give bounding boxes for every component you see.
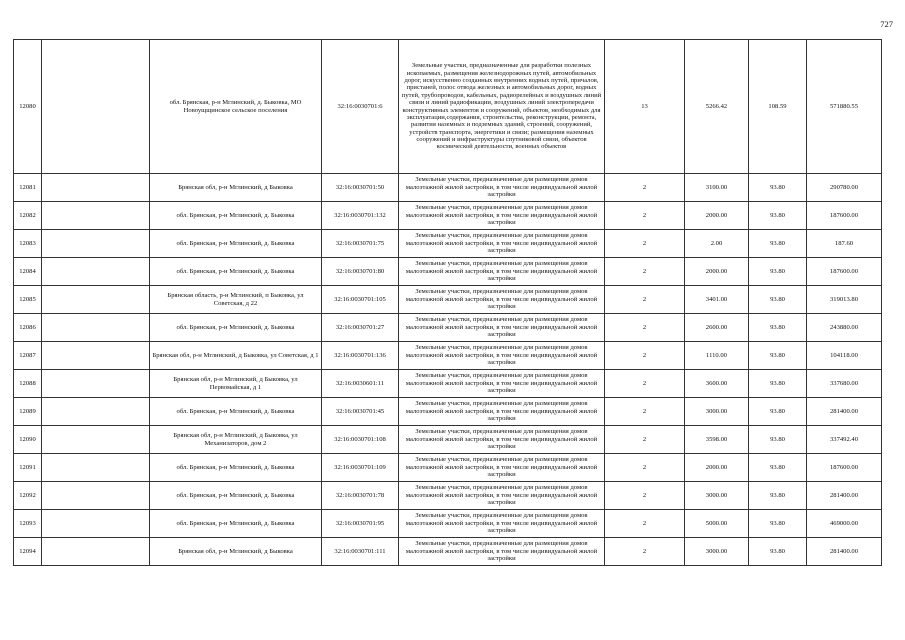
cadastral-cost-cell: 243880.00	[807, 314, 882, 342]
row-number-cell: 12083	[14, 230, 42, 258]
table-row	[14, 258, 882, 286]
land-purpose-cell: Земельные участки, предназначенные для размещения домов малоэтажной жилой застройки, в том числе индивидуальной жилой застройки	[399, 258, 605, 286]
address-cell: Брянская обл, р-н Мглинский, д Быковка, ул Советская, д 1	[150, 342, 322, 370]
address-cell: обл. Брянская, р-н Мглинский, д. Быковка	[150, 230, 322, 258]
empty-cell	[42, 230, 150, 258]
cadastral-cost-cell: 571880.55	[807, 40, 882, 174]
row-number-cell: 12084	[14, 258, 42, 286]
table-row	[14, 40, 882, 174]
address-cell: обл. Брянская, р-н Мглинский, д. Быковка	[150, 482, 322, 510]
address-cell: Брянская область, р-н Мглинский, п Быковка, ул Советская, д 22	[150, 286, 322, 314]
rate-cell: 93.80	[749, 426, 807, 454]
cadastral-cost-cell: 281400.00	[807, 482, 882, 510]
land-purpose-cell: Земельные участки, предназначенные для размещения домов малоэтажной жилой застройки, в том числе индивидуальной жилой застройки	[399, 538, 605, 566]
empty-cell	[42, 174, 150, 202]
area-cell: 2000.00	[685, 454, 749, 482]
rate-cell: 93.80	[749, 370, 807, 398]
land-registry-table	[13, 39, 882, 566]
empty-cell	[42, 202, 150, 230]
cadastral-number-cell: 32:16:0030701:50	[322, 174, 399, 202]
cadastral-cost-cell: 281400.00	[807, 398, 882, 426]
table-row	[14, 426, 882, 454]
row-number-cell: 12086	[14, 314, 42, 342]
table-body	[14, 40, 882, 566]
land-purpose-cell: Земельные участки, предназначенные для размещения домов малоэтажной жилой застройки, в том числе индивидуальной жилой застройки	[399, 286, 605, 314]
table-row	[14, 342, 882, 370]
cadastral-number-cell: 32:16:0030601:11	[322, 370, 399, 398]
cadastral-number-cell: 32:16:0030701:109	[322, 454, 399, 482]
empty-cell	[42, 482, 150, 510]
land-purpose-cell: Земельные участки, предназначенные для размещения домов малоэтажной жилой застройки, в том числе индивидуальной жилой застройки	[399, 342, 605, 370]
group-cell: 2	[605, 314, 685, 342]
empty-cell	[42, 370, 150, 398]
rate-cell: 108.59	[749, 40, 807, 174]
address-cell: обл. Брянская, р-н Мглинский, д. Быковка	[150, 510, 322, 538]
land-purpose-cell: Земельные участки, предназначенные для размещения домов малоэтажной жилой застройки, в том числе индивидуальной жилой застройки	[399, 398, 605, 426]
address-cell: обл. Брянская, р-н Мглинский, д. Быковка	[150, 398, 322, 426]
area-cell: 5266.42	[685, 40, 749, 174]
area-cell: 3000.00	[685, 398, 749, 426]
page-number: 727	[880, 19, 893, 29]
table-row	[14, 538, 882, 566]
cadastral-cost-cell: 187600.00	[807, 454, 882, 482]
land-purpose-cell: Земельные участки, предназначенные для разработки полезных ископаемых, размещения железнодорожных путей, автомобильных дорог, искусственно созданных внутренних водных путей, причалов, пристаней, полос отвода железных и автомобильных дорог, водных путей, трубопроводов, кабельных, радиорелейных и воздушных линий связи и линий радиофикации, воздушных линий электропередачи конструктивных элементов и сооружений, объектов, необходимых для эксплуатации,содержания, строительства, реконструкции, ремонта, развития наземных и подземных зданий, строений, сооружений, устройств транспорта, энергетики и связи; размещения наземных сооружений и инфраструктуры спутниковой связи, объектов космической деятельности, военных объектов	[399, 40, 605, 174]
area-cell: 1110.00	[685, 342, 749, 370]
land-purpose-cell: Земельные участки, предназначенные для размещения домов малоэтажной жилой застройки, в том числе индивидуальной жилой застройки	[399, 426, 605, 454]
cadastral-number-cell: 32:16:0030701:78	[322, 482, 399, 510]
row-number-cell: 12089	[14, 398, 42, 426]
empty-cell	[42, 426, 150, 454]
land-purpose-cell: Земельные участки, предназначенные для размещения домов малоэтажной жилой застройки, в том числе индивидуальной жилой застройки	[399, 482, 605, 510]
area-cell: 3000.00	[685, 538, 749, 566]
group-cell: 2	[605, 510, 685, 538]
land-purpose-cell: Земельные участки, предназначенные для размещения домов малоэтажной жилой застройки, в том числе индивидуальной жилой застройки	[399, 230, 605, 258]
cadastral-number-cell: 32:16:0030701:105	[322, 286, 399, 314]
rate-cell: 93.80	[749, 202, 807, 230]
row-number-cell: 12090	[14, 426, 42, 454]
group-cell: 2	[605, 202, 685, 230]
row-number-cell: 12085	[14, 286, 42, 314]
cadastral-number-cell: 32:16:0030701:45	[322, 398, 399, 426]
rate-cell: 93.80	[749, 454, 807, 482]
cadastral-number-cell: 32:16:0030701:95	[322, 510, 399, 538]
land-purpose-cell: Земельные участки, предназначенные для размещения домов малоэтажной жилой застройки, в том числе индивидуальной жилой застройки	[399, 202, 605, 230]
group-cell: 2	[605, 258, 685, 286]
table-row	[14, 454, 882, 482]
row-number-cell: 12094	[14, 538, 42, 566]
table-row	[14, 370, 882, 398]
empty-cell	[42, 510, 150, 538]
empty-cell	[42, 398, 150, 426]
group-cell: 2	[605, 454, 685, 482]
cadastral-number-cell: 32:16:0030701:6	[322, 40, 399, 174]
address-cell: Брянская обл, р-н Мглинский, д Быковка, ул Первомайская, д 1	[150, 370, 322, 398]
rate-cell: 93.80	[749, 286, 807, 314]
area-cell: 3401.00	[685, 286, 749, 314]
area-cell: 2600.00	[685, 314, 749, 342]
address-cell: обл. Брянская, р-н Мглинский, д. Быковка	[150, 454, 322, 482]
address-cell: Брянская обл, р-н Мглинский, д Быковка, ул Механизаторов, дом 2	[150, 426, 322, 454]
row-number-cell: 12081	[14, 174, 42, 202]
cadastral-number-cell: 32:16:0030701:132	[322, 202, 399, 230]
table-row	[14, 230, 882, 258]
cadastral-number-cell: 32:16:0030701:108	[322, 426, 399, 454]
row-number-cell: 12093	[14, 510, 42, 538]
row-number-cell: 12087	[14, 342, 42, 370]
table-row	[14, 286, 882, 314]
cadastral-number-cell: 32:16:0030701:136	[322, 342, 399, 370]
address-cell: обл. Брянская, р-н Мглинский, д. Быковка	[150, 258, 322, 286]
table-row	[14, 314, 882, 342]
group-cell: 2	[605, 482, 685, 510]
group-cell: 2	[605, 398, 685, 426]
cadastral-number-cell: 32:16:0030701:27	[322, 314, 399, 342]
empty-cell	[42, 314, 150, 342]
cadastral-number-cell: 32:16:0030701:111	[322, 538, 399, 566]
address-cell: Брянская обл, р-н Мглинский, д Быковка	[150, 174, 322, 202]
empty-cell	[42, 454, 150, 482]
area-cell: 5000.00	[685, 510, 749, 538]
land-purpose-cell: Земельные участки, предназначенные для размещения домов малоэтажной жилой застройки, в том числе индивидуальной жилой застройки	[399, 174, 605, 202]
rate-cell: 93.80	[749, 314, 807, 342]
cadastral-cost-cell: 337492.40	[807, 426, 882, 454]
area-cell: 2000.00	[685, 258, 749, 286]
rate-cell: 93.80	[749, 482, 807, 510]
empty-cell	[42, 342, 150, 370]
row-number-cell: 12092	[14, 482, 42, 510]
cadastral-cost-cell: 187600.00	[807, 258, 882, 286]
row-number-cell: 12082	[14, 202, 42, 230]
table-row	[14, 398, 882, 426]
cadastral-cost-cell: 281400.00	[807, 538, 882, 566]
table-row	[14, 174, 882, 202]
area-cell: 3598.00	[685, 426, 749, 454]
cadastral-cost-cell: 469000.00	[807, 510, 882, 538]
cadastral-cost-cell: 104118.00	[807, 342, 882, 370]
land-purpose-cell: Земельные участки, предназначенные для размещения домов малоэтажной жилой застройки, в том числе индивидуальной жилой застройки	[399, 454, 605, 482]
cadastral-cost-cell: 187.60	[807, 230, 882, 258]
area-cell: 2000.00	[685, 202, 749, 230]
group-cell: 2	[605, 370, 685, 398]
rate-cell: 93.80	[749, 230, 807, 258]
area-cell: 3600.00	[685, 370, 749, 398]
cadastral-cost-cell: 290780.00	[807, 174, 882, 202]
land-purpose-cell: Земельные участки, предназначенные для размещения домов малоэтажной жилой застройки, в том числе индивидуальной жилой застройки	[399, 314, 605, 342]
group-cell: 2	[605, 342, 685, 370]
group-cell: 2	[605, 426, 685, 454]
row-number-cell: 12091	[14, 454, 42, 482]
empty-cell	[42, 538, 150, 566]
land-purpose-cell: Земельные участки, предназначенные для размещения домов малоэтажной жилой застройки, в том числе индивидуальной жилой застройки	[399, 510, 605, 538]
empty-cell	[42, 258, 150, 286]
address-cell: обл. Брянская, р-н Мглинский, д. Быковка, МО Новоущщинское сельское поселения	[150, 40, 322, 174]
group-cell: 2	[605, 174, 685, 202]
area-cell: 3100.00	[685, 174, 749, 202]
cadastral-cost-cell: 187600.00	[807, 202, 882, 230]
address-cell: Брянская обл, р-н Мглинский, д Быковка	[150, 538, 322, 566]
row-number-cell: 12080	[14, 40, 42, 174]
rate-cell: 93.80	[749, 174, 807, 202]
cadastral-number-cell: 32:16:0030701:75	[322, 230, 399, 258]
address-cell: обл. Брянская, р-н Мглинский, д. Быковка	[150, 314, 322, 342]
group-cell: 2	[605, 538, 685, 566]
cadastral-cost-cell: 337680.00	[807, 370, 882, 398]
table-row	[14, 202, 882, 230]
table-row	[14, 482, 882, 510]
empty-cell	[42, 40, 150, 174]
rate-cell: 93.80	[749, 258, 807, 286]
address-cell: обл. Брянская, р-н Мглинский, д. Быковка	[150, 202, 322, 230]
area-cell: 3000.00	[685, 482, 749, 510]
area-cell: 2.00	[685, 230, 749, 258]
rate-cell: 93.80	[749, 510, 807, 538]
cadastral-cost-cell: 319013.80	[807, 286, 882, 314]
table-row	[14, 510, 882, 538]
rate-cell: 93.80	[749, 538, 807, 566]
group-cell: 2	[605, 230, 685, 258]
row-number-cell: 12088	[14, 370, 42, 398]
land-purpose-cell: Земельные участки, предназначенные для размещения домов малоэтажной жилой застройки, в том числе индивидуальной жилой застройки	[399, 370, 605, 398]
group-cell: 13	[605, 40, 685, 174]
empty-cell	[42, 286, 150, 314]
cadastral-number-cell: 32:16:0030701:80	[322, 258, 399, 286]
rate-cell: 93.80	[749, 398, 807, 426]
group-cell: 2	[605, 286, 685, 314]
rate-cell: 93.80	[749, 342, 807, 370]
